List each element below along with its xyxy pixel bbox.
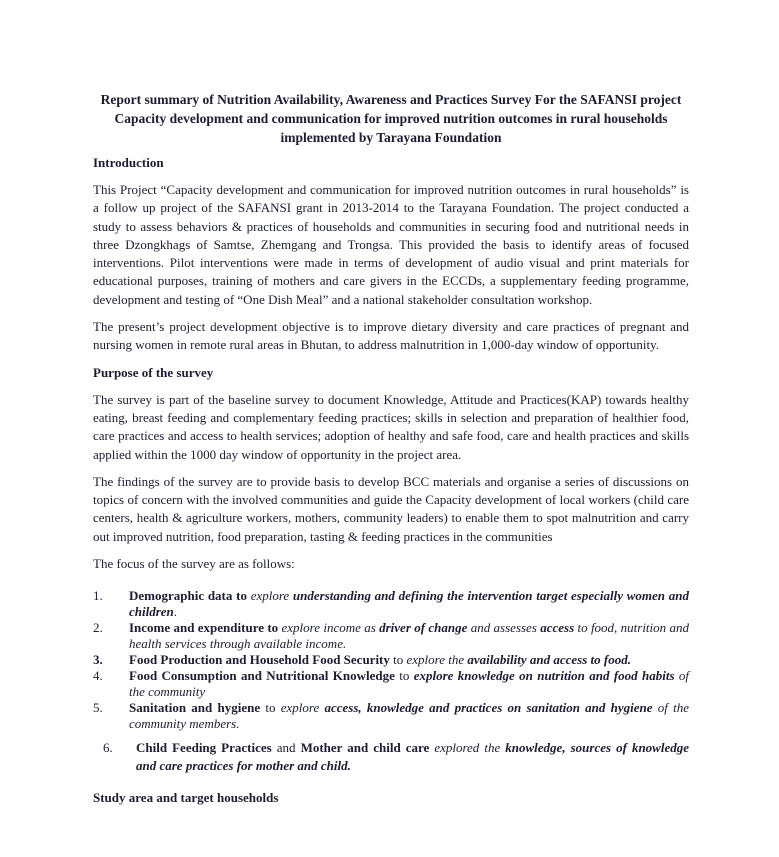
list-item	[93, 588, 689, 619]
text-run: explored the	[434, 740, 506, 755]
list-item-number: 5.	[93, 700, 103, 716]
list-item-text	[129, 588, 689, 619]
section-heading-introduction: Introduction	[93, 155, 164, 170]
text-run: explore income as	[281, 620, 380, 636]
text-run: explore the	[406, 651, 468, 667]
text-run: explore	[250, 588, 293, 604]
text-run: understanding and defining the intervention target especially women and children	[129, 588, 689, 619]
list-item-text	[136, 739, 689, 775]
text-run: to	[260, 700, 281, 716]
section-heading-purpose: Purpose of the survey	[93, 364, 214, 380]
document-title: Report summary of Nutrition Availability, Awareness and Practices Survey For the SAFANSI project Capacity development and communication for improved nutrition outcomes in rural households implemented by Tarayana Foundation	[100, 92, 682, 145]
text-run: to food, nutrition and health services through available income.	[129, 620, 689, 651]
text-run: access, knowledge and practices on sanitation and hygiene	[324, 700, 658, 716]
text-run: .	[173, 603, 178, 619]
list-item	[93, 652, 689, 667]
text-run: access	[540, 620, 578, 636]
text-run: to	[394, 668, 414, 684]
text-run: and assesses	[470, 620, 541, 636]
text-run: to	[389, 651, 407, 667]
text-run: knowledge, sources of knowledge and care practices for mother and child.	[136, 740, 689, 773]
list-item-number: 1.	[93, 588, 103, 604]
list-item-number: 2.	[93, 620, 103, 636]
list-item-number: 4.	[93, 668, 103, 684]
section-heading-study-area: Study area and target households	[93, 790, 279, 805]
focus-list	[93, 588, 689, 775]
text-run: Child Feeding Practices	[136, 740, 272, 755]
text-run: availability and access to food.	[467, 651, 631, 667]
paragraph-purpose-1: The survey is part of the baseline survey to document Knowledge, Attitude and Practices(KAP) towards healthy eating, breast feeding and complementary feeding practices; skills in selection and preparation of healthier food, care practices and access to health services; adoption of healthy and safe food, care and health practices and skills applied within the 1000 day window of opportunity in the project area.	[93, 391, 689, 462]
focus-lead-line: The focus of the survey are as follows:	[93, 556, 295, 572]
text-run: Food Production and Household Food Security	[129, 651, 390, 667]
text-run: explore knowledge on nutrition and food habits	[413, 668, 679, 684]
list-item-text	[129, 652, 689, 667]
list-item	[93, 668, 689, 699]
text-run: Income and expenditure to	[129, 620, 282, 636]
text-run: driver of change	[379, 620, 471, 636]
list-item-number: 3.	[93, 651, 103, 667]
list-item	[93, 700, 689, 731]
text-run: Sanitation and hygiene	[129, 700, 261, 716]
list-item	[93, 620, 689, 651]
paragraph-introduction-2: The present’s project development objective is to improve dietary diversity and care practices of pregnant and nursing women in remote rural areas in Bhutan, to address malnutrition in 1,000-day window of opportunity.	[93, 319, 689, 353]
list-item-text	[129, 668, 689, 699]
text-run: of the community members.	[129, 700, 689, 731]
text-run: Demographic data to	[129, 588, 251, 604]
paragraph-purpose-2: The findings of the survey are to provide basis to develop BCC materials and organise a series of discussions on topics of concern with the involved communities and guide the Capacity development of local workers (child care centers, health & agriculture workers, mothers, community leaders) to enable them to spot malnutrition and carry out improved nutrition, food preparation, tasting & feeding practices in the communities	[93, 473, 689, 544]
list-item-text	[129, 700, 689, 731]
list-item-text	[129, 620, 689, 651]
text-run: and	[271, 740, 301, 755]
paragraph-introduction-1: This Project “Capacity development and communication for improved nutrition outcomes in rural households” is a follow up project of the SAFANSI grant in 2013-2014 to the Tarayana Foundation. The project conducted a study to assess behaviors & practices of households and communities in securing food and nutritional needs in three Dzongkhags of Samtse, Zhemgang and Trongsa. This provided the basis to identify areas of focused interventions. Pilot interventions were made in terms of development of audio visual and print materials for educational purposes, training of mothers and care givers in the ECCDs, a supplementary feeding programme, development and testing of “One Dish Meal” and a national stakeholder consultation workshop.	[93, 182, 689, 307]
text-run: Food Consumption and Nutritional Knowledge	[129, 668, 395, 684]
text-run: of the community	[129, 668, 689, 699]
list-item	[93, 739, 689, 775]
text-run: Mother and child care	[300, 740, 435, 755]
text-run: explore	[280, 700, 325, 716]
list-item-number: 6.	[103, 740, 113, 755]
